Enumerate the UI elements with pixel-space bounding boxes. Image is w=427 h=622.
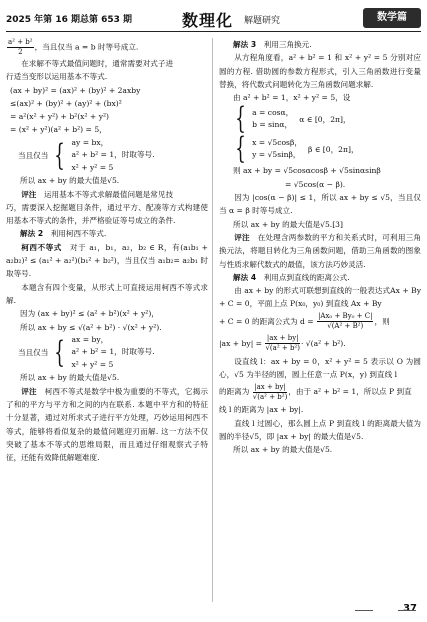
math-line: (ax + by)² = (ax)² + (by)² + 2axby (10, 85, 141, 95)
math-line: 由 a² + b² = 1，x² + y² = 5，设 (233, 93, 351, 103)
formula-line: 的距离为 $\frac{|ax + by|}{\text{√(a² + b²)}}$ ，由于 a² + b² = 1，所以点 P 到直 (219, 382, 412, 401)
method-heading: 解法 4 利用点到直线的距离公式. (233, 272, 350, 282)
fraction: $\frac{\text{a² + b²}}{2}$ (8, 38, 33, 56)
right-column (219, 38, 421, 608)
formula-line: + C = 0 的距离公式为 d = $\frac{\text{|Ax₀ + By₀ + C|}}{\text{√(A² + B²)}}$ ，则 (219, 312, 390, 331)
method-heading: 解法 3 利用三角换元. (233, 40, 312, 49)
math-line: ≤(ax)² + (by)² + (ay)² + (bx)² (10, 98, 122, 108)
fraction: $\frac{|ax + by|}{\text{√(a² + b²)}}$ (265, 334, 300, 353)
result-line: 所以 ax + by 的最大值是√5. (20, 176, 120, 186)
paragraph: 因为 |cos(α − β)| ≤ 1，所以 ax + by ≤ √5，当且仅当 α = β 时等号成立. (219, 193, 421, 216)
paragraph: 直线 l 过圆心，那么圆上点 P 到直线 l 的距离最大值为圆的半径√5，即 |ax + by| 的最大值是√5. (219, 418, 421, 441)
left-column (6, 38, 208, 608)
section-title: 解题研究 (244, 16, 281, 26)
paragraph: 从方程角度看，a² + b² = 1 和 x² + y² = 5 分别对应圆的方程. 借助圆的参数方程形式，引入三角函数进行变量替换，将代数式问题转化为三角函数问题求解. (219, 53, 421, 89)
fraction: $\frac{\text{|Ax₀ + By₀ + C|}}{\text{√(A² + B²)}}$ (318, 312, 373, 331)
text-line: 线 l 的距离为 |ax + by|. (219, 405, 304, 415)
issue-info: 2025 年第 16 期总第 653 期 (6, 15, 133, 25)
footer-rule-left (355, 610, 373, 611)
math-line: 所以 ax + by ≤ √(a² + b²) · √(x² + y²). (20, 322, 162, 332)
comment-paragraph: 评注 运用基本不等式求解最值问题是常见技 巧，需要深入挖掘题目条件，通过平方、配凑等方式构建使用基本不等式的条件，并严格验证等号成立的条件. (6, 189, 208, 226)
paragraph: 由 ax + by 的形式可联想到直线的一般表达式Ax + By + C = 0，平面上点 P(x₀，y₀) 到直线 Ax + By (219, 286, 421, 309)
result-line: 所以 ax + by 的最大值是√5.[3] (233, 219, 343, 229)
equation-system: { x = √5cosβ， y = √5sinβ， β ∈ [0，2π]， (235, 131, 359, 167)
formula-line: |ax + by| = $\frac{|ax + by|}{\text{√(a² + b²)}}$ · √(a² + b²). (219, 334, 346, 353)
result-line: 所以 ax + by 的最大值是√5. (20, 373, 120, 383)
equation-system: { a = cosα， b = sinα， α ∈ [0，2π]， (235, 101, 351, 137)
comment-paragraph: 评注 在处理含两参数的平方和关系式时，可利用三角换元法，将题目转化为三角函数问题，借助三角函数的图象与性质求解代数式的最值，该方法巧妙灵活. (219, 232, 421, 269)
math-line: 因为 (ax + by)² ≤ (a² + b²)(x² + y²)， (20, 309, 159, 319)
section-badge: 数学篇 (363, 8, 421, 28)
comment-paragraph: 评注 柯西不等式是数学中极为重要的不等式，它揭示了和的平方与平方和之间的内在联系. 本题中平方和的特征十分显著，通过对所求式子进行平方处理，巧妙运用柯西不等式，能够将看似复杂的最值问题迎刃而解. 这一方法不仅突破了基本不等式的思维局限，而且通过仔细观察式子特征，还能有效降低解题难度. (6, 386, 208, 463)
paragraph: 柯西不等式 对于 a₁，b₁，a₂，b₂ ∈ R，有(a₁b₁ + a₂b₂)² ≤ (a₁² + a₂²)(b₁² + b₂²)，当且仅当 a₁b₂= a₂b₁ 时取等号. (6, 242, 208, 279)
column-divider (212, 38, 213, 602)
paragraph: 本题含有四个变量，从形式上可直接运用柯西不等式求解. (6, 282, 208, 305)
math-line: = (x² + y²)(a² + b²) = 5， (10, 125, 107, 135)
equation-system: 当且仅当 { ay = bx， a² + b² = 1，时取等号. x² + y² = 5 (18, 137, 155, 173)
fraction: $\frac{|ax + by|}{\text{√(a² + b²)}}$ (252, 382, 288, 401)
paragraph: 在求解不等式最值问题时，通常需要对式子进 行适当变形以运用基本不等式. (6, 59, 174, 82)
result-line: 所以 ax + by 的最大值是√5. (233, 445, 333, 455)
paragraph: 设直线 l：ax + by = 0，x² + y² = 5 表示以 O 为圆心，√5 为半径的圆，圆上任意一点 P(x，y) 到直线 l (219, 356, 421, 380)
page-number: 37 (403, 603, 417, 614)
equation-system: 当且仅当 { ax = by， a² + b² = 1，时取等号. x² + y² = 5 (18, 334, 155, 370)
magazine-title: 数理化 (182, 11, 234, 30)
math-line: = a²(x² + y²) + b²(x² + y²) (10, 112, 109, 122)
header-rule (6, 31, 421, 32)
page-header (6, 8, 421, 30)
footer-rule-right (398, 610, 416, 611)
math-line: 则 ax + by = √5cosαcosβ + √5sinαsinβ (233, 166, 381, 176)
method-heading: 解法 2 利用柯西不等式. (20, 229, 107, 239)
math-line: = √5cos(α − β). (285, 179, 346, 189)
text-line: $\frac{\text{a² + b²}}{2}$ ，当且仅当 a = b 时等号成立. (8, 38, 139, 56)
